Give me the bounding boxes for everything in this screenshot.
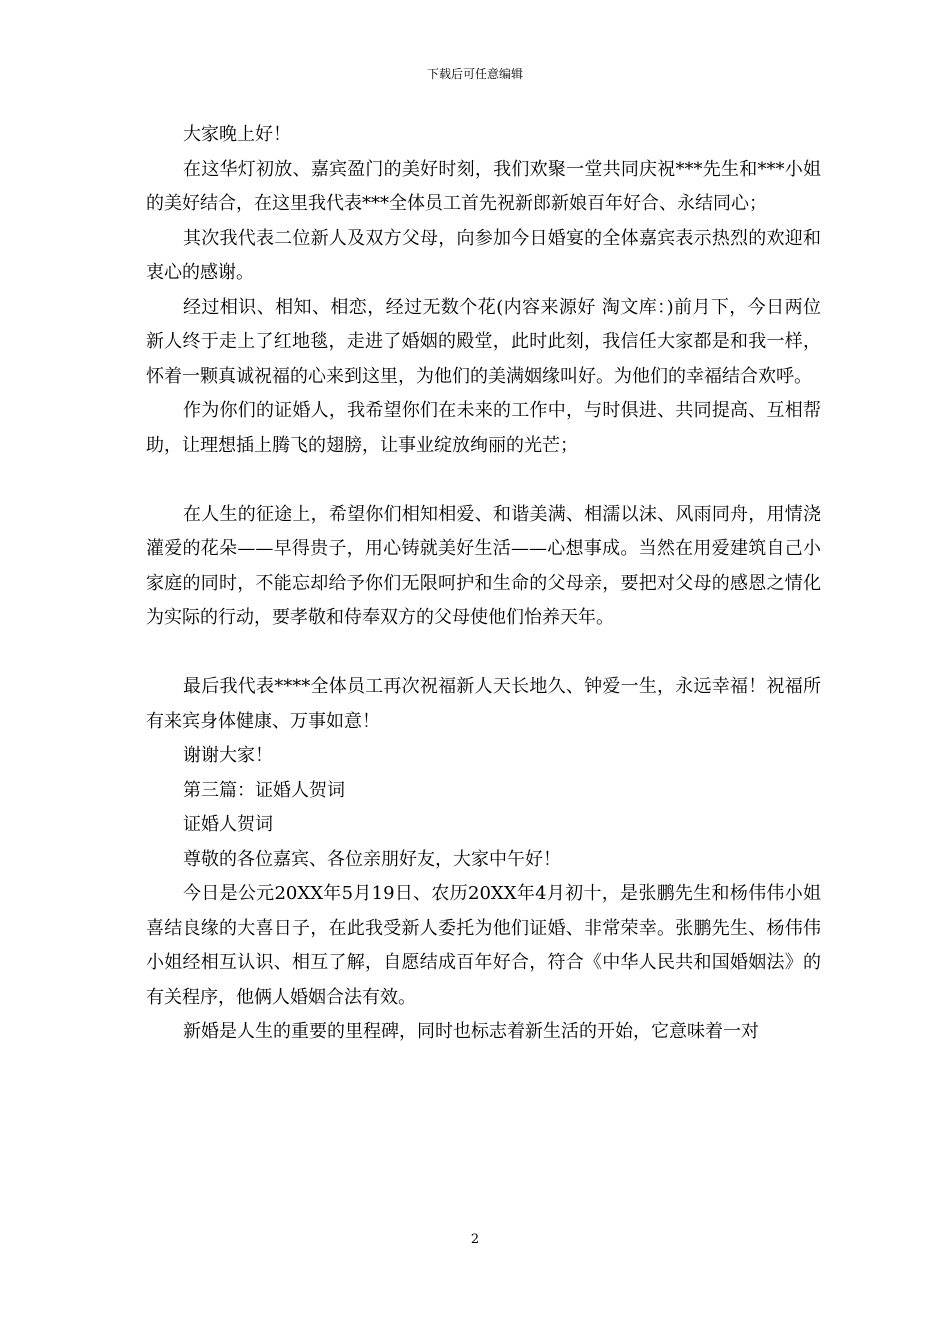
- thanks-paragraph: 谢谢大家！: [183, 745, 273, 766]
- paragraph-spacer: [146, 463, 821, 498]
- body-paragraph: 在人生的征途上，希望你们相知相爱、和谐美满、相濡以沫、风雨同舟，用情浇灌爱的花朵——早得贵子，用心铸就美好生活——心想事成。当然在用爱建筑自己小家庭的同时，不能忘却给予你们无限呵护和生命的父母亲，要把对父母的感恩之情化为实际的行动，要孝敬和侍奉双方的父母使他们怡养天年。: [146, 503, 821, 628]
- greeting-paragraph: 尊敬的各位嘉宾、各位亲朋好友，大家中午好！: [183, 848, 561, 870]
- greeting-paragraph: 大家晚上好！: [183, 124, 291, 145]
- section-heading: 第三篇：证婚人贺词: [183, 779, 345, 801]
- body-paragraph: 在这华灯初放、嘉宾盈门的美好时刻，我们欢聚一堂共同庆祝***先生和***小姐的美好结合，在这里我代表***全体员工首先祝新郎新娘百年好合、永结同心；: [146, 158, 821, 214]
- page-header: 下载后可任意编辑: [426, 67, 523, 81]
- body-paragraph: 经过相识、相知、相恋，经过无数个花(内容来源好 淘文库：)前月下，今日两位新人终于走上了红地毯，走进了婚姻的殿堂，此时此刻，我信任大家都是和我一样，怀着一颗真诚祝福的心来到这里，为他们的美满姻缘叫好。为他们的幸福结合欢呼。: [146, 296, 821, 387]
- page-number: 2: [470, 1232, 480, 1247]
- body-paragraph: 今日是公元20XX年5月19日、农历20XX年4月初十，是张鹏先生和杨伟伟小姐喜结良缘的大喜日子，在此我受新人委托为他们证婚、非常荣幸。张鹏先生、杨伟伟小姐经相互认识、相互了解，自愿结成百年好合，符合《中华人民共和国婚姻法》的有关程序，他俩人婚姻合法有效。: [146, 883, 821, 1008]
- paragraph-spacer: [146, 636, 821, 671]
- body-paragraph: 作为你们的证婚人，我希望你们在未来的工作中，与时俱进、共同提高、互相帮助，让理想插上腾飞的翅膀，让事业绽放绚丽的光芒；: [146, 400, 821, 456]
- body-paragraph: 其次我代表二位新人及双方父母，向参加今日婚宴的全体嘉宾表示热烈的欢迎和衷心的感谢。: [146, 227, 821, 283]
- document-body: [146, 118, 821, 1050]
- body-paragraph: 最后我代表****全体员工再次祝福新人天长地久、钟爱一生，永远幸福！祝福所有来宾身体健康、万事如意！: [146, 676, 821, 732]
- section-subtitle: 证婚人贺词: [183, 814, 273, 835]
- body-paragraph: 新婚是人生的重要的里程碑，同时也标志着新生活的开始，它意味着一对: [183, 1021, 759, 1042]
